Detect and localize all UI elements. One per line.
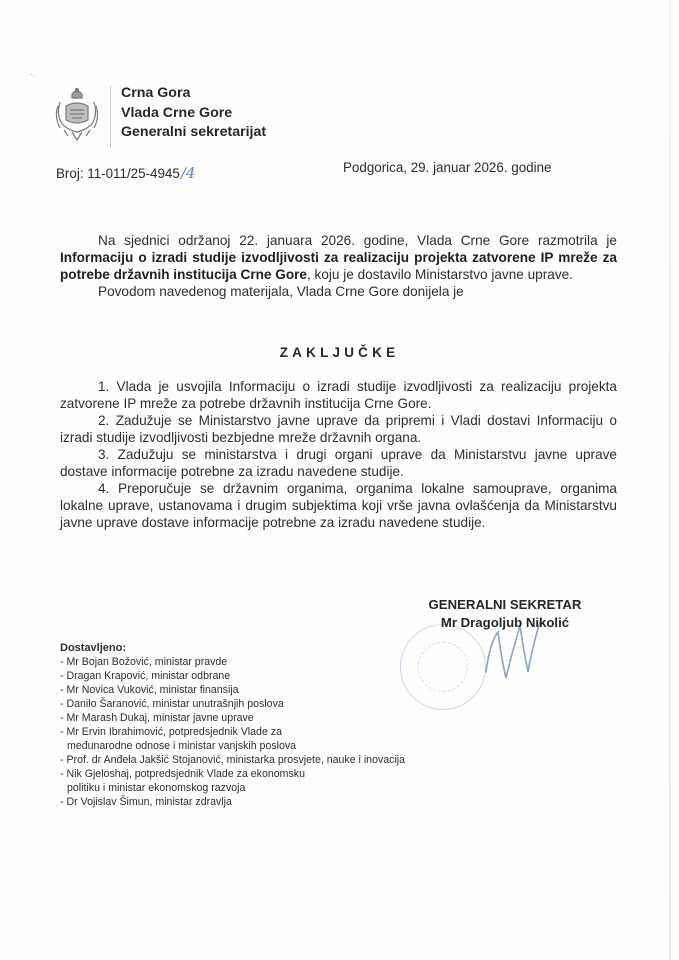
intro-lead: Na sjednici održanoj 22. januara 2026. godine, Vlada Crne Gore razmotrila je: [98, 233, 617, 248]
reference-handwritten-suffix: /4: [180, 164, 196, 182]
conclusion-item: 3. Zadužuju se ministarstva i drugi organi uprave da Ministarstvu javne uprave dostave informacije potrebne za izradu navedene studije.: [60, 447, 617, 479]
distribution-item: - Danilo Šaranović, ministar unutrašnjih poslova: [60, 698, 284, 710]
conclusions-title: ZAKLJUČKE: [279, 345, 400, 360]
reference-label: Broj: 11-011/25-4945: [56, 166, 180, 181]
distribution-item: - Nik Gjeloshaj, potpredsjednik Vlade za ekonomsku: [60, 768, 305, 780]
institution-block: [121, 84, 266, 143]
scan-speck: ·.: [30, 70, 35, 79]
institution-line-government: Vlada Crne Gore: [121, 104, 233, 121]
intro-tail: , koju je dostavilo Ministarstvo javne uprave.: [307, 267, 573, 282]
intro-section: [60, 232, 617, 300]
distribution-item: - Mr Marash Dukaj, ministar javne uprave: [60, 712, 254, 724]
conclusion-item: 2. Zadužuje se Ministarstvo javne uprave da pripremi i Vladi dostavi Informaciju o izradi studije izvodljivosti bezbjedne mreže državnih organa.: [60, 413, 617, 445]
distribution-item-continuation: međunarodne odnose i ministar vanjskih poslova: [67, 740, 297, 752]
conclusion-item: 4. Preporučuje se državnim organima, organima lokalne samouprave, organima lokalne uprave, ustanovama i drugim subjektima koji vrše javna ovlašćenja da Ministarstvu javne uprave dostave informacije potrebne za izradu navedene studije.: [60, 481, 617, 530]
distribution-item: - Mr Bojan Božović, ministar pravde: [60, 656, 228, 668]
distribution-item: - Mr Ervin Ibrahimović, potpredsjednik Vlade za: [60, 726, 282, 738]
distribution-item-continuation: politiku i ministar ekonomskog razvoja: [67, 782, 246, 794]
page-edge: [669, 0, 671, 960]
intro-paragraph: [60, 232, 617, 283]
place-date: Podgorica, 29. januar 2026. godine: [343, 160, 552, 175]
coat-of-arms-icon: [52, 86, 102, 144]
conclusion-item: 1. Vlada je usvojila Informaciju o izradi studije izvodljivosti za realizaciju projekta zatvorene IP mreže za potrebe državnih institucija Crne Gore.: [60, 379, 617, 411]
distribution-list: [60, 641, 405, 809]
header-divider: [110, 86, 111, 148]
official-stamp-inner: [418, 642, 468, 692]
reference-number: [56, 164, 195, 182]
conclusions-list: [60, 378, 617, 531]
distribution-item: - Dragan Krapović, ministar odbrane: [60, 670, 231, 682]
signature-block: [385, 596, 625, 632]
signatory-name: Mr Dragoljub Nikolić: [440, 615, 570, 630]
distribution-item: - Dr Vojislav Šimun, ministar zdravlja: [60, 796, 232, 808]
institution-line-country: Crna Gora: [121, 85, 191, 101]
distribution-title: Dostavljeno:: [60, 642, 127, 654]
distribution-item: - Prof. dr Anđela Jakšić Stojanović, ministarka prosvjete, nauke i inovacija: [60, 754, 406, 766]
signatory-title: GENERALNI SEKRETAR: [428, 597, 582, 612]
distribution-item: - Mr Novica Vuković, ministar finansija: [60, 684, 239, 696]
intro-second-paragraph: Povodom navedenog materijala, Vlada Crne Gore donijela je: [98, 284, 464, 299]
intro-subject: Informaciju o izradi studije izvodljivosti za realizaciju projekta zatvorene IP mreže za potrebe državnih institucija Crne Gore: [60, 250, 617, 282]
letterhead: [52, 84, 266, 148]
institution-line-secretariat: Generalni sekretarijat: [121, 124, 267, 140]
